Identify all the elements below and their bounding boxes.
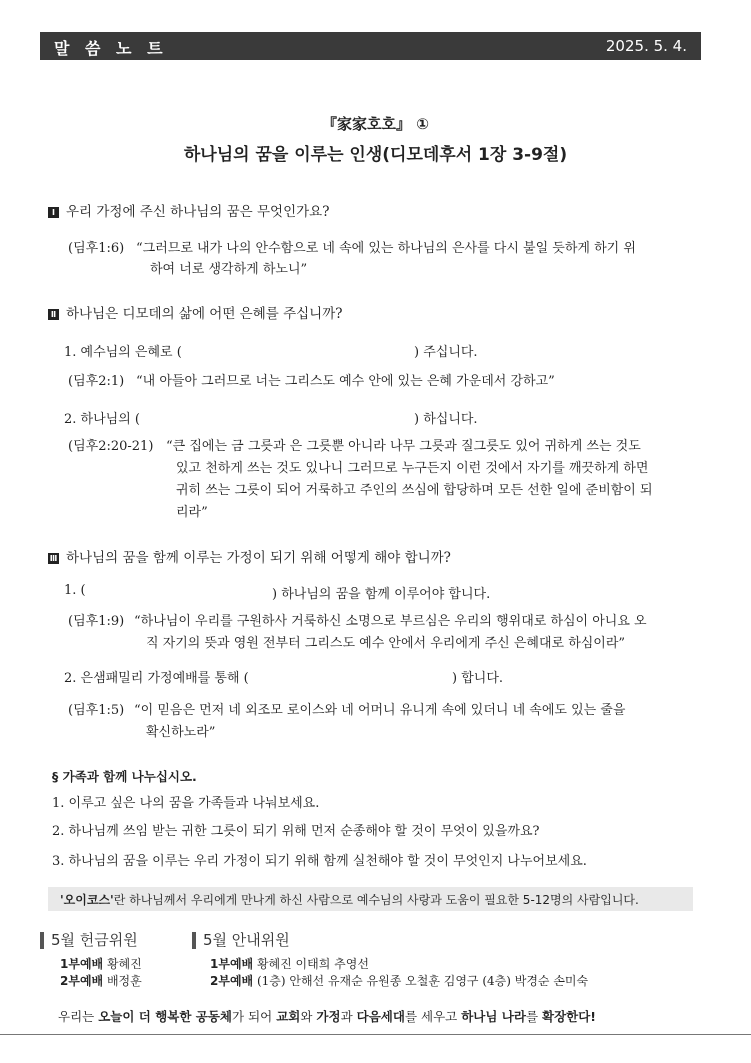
offering-row [60, 972, 142, 989]
question-text: 하나님은 디모데의 삶에 어떤 은혜를 주십니까? [66, 306, 343, 322]
scripture-text: 리라” [176, 505, 208, 520]
motto-text: 와 [300, 1009, 317, 1024]
motto-emphasis: 가정 [316, 1009, 341, 1024]
heading-bar-mark [40, 932, 44, 949]
scripture-ref: (딤후1:5) [68, 703, 125, 718]
member-names: 황혜진 이태희 추영선 [256, 957, 369, 971]
header-date: 2025. 5. 4. [605, 37, 687, 55]
usher-row [210, 955, 369, 972]
fill-in-prefix: 1. ( [64, 583, 86, 598]
scripture-text: 확신하노라” [146, 725, 216, 740]
service-label: 2부예배 [60, 974, 104, 988]
motto-text: 가 되어 [232, 1009, 277, 1024]
service-label: 1부예배 [60, 957, 104, 971]
scripture-text: 귀히 쓰는 그릇이 되어 거룩하고 주인의 쓰심에 합당하며 모든 선한 일에 준비함이 되 [176, 483, 653, 498]
offering-heading-text: 5월 헌금위원 [51, 931, 138, 949]
scripture-text: “그러므로 내가 나의 안수함으로 네 속에 있는 하나님의 은사를 다시 불일 듯하게 하기 위 [136, 241, 636, 256]
motto-text: 과 [340, 1009, 357, 1024]
scripture-text: “하나님이 우리를 구원하사 거룩하신 소명으로 부르심은 우리의 행위대로 하심이 아니요 오 [134, 614, 647, 629]
oikos-term: '오이코스' [60, 893, 114, 907]
section-1-question [48, 200, 329, 220]
service-label: 2부예배 [210, 974, 254, 988]
fill-in-prefix: 2. 하나님의 ( [64, 412, 140, 427]
section-2-question [48, 302, 342, 322]
motto-emphasis: 오늘이 더 행복한 공동체 [98, 1009, 233, 1024]
sermon-title: 하나님의 꿈을 이루는 인생(디모데후서 1장 3-9절) [183, 145, 568, 165]
header-bar [40, 32, 701, 60]
ushers-heading-text: 5월 안내위원 [203, 931, 290, 949]
fill-in-suffix: ) 하나님의 꿈을 함께 이루어야 합니다. [272, 587, 491, 602]
fill-in-prefix: 1. 예수님의 은혜로 ( [64, 345, 182, 360]
offering-row [60, 955, 142, 972]
scripture-ref: (딤후2:1) [68, 374, 125, 389]
scripture-text: 있고 천하게 쓰는 것도 있나니 그러므로 누구든지 이런 것에서 자기를 깨끗하게 하면 [176, 461, 649, 476]
bottom-divider [0, 1034, 751, 1035]
oikos-note [48, 887, 693, 911]
oikos-definition: 란 하나님께서 우리에게 만나게 하신 사람으로 예수님의 사랑과 도움이 필요한 5-12명의 사람입니다. [113, 893, 639, 907]
share-item: 2. 하나님께 쓰임 받는 귀한 그릇이 되기 위해 먼저 순종해야 할 것이 무엇이 있을까요? [52, 824, 540, 839]
service-label: 1부예배 [210, 957, 254, 971]
motto-emphasis: 확장한다! [542, 1009, 597, 1024]
scripture-ref: (딤후1:9) [68, 614, 125, 629]
member-names: 황혜진 [106, 957, 142, 971]
share-heading: § 가족과 함께 나누십시오. [52, 769, 197, 784]
member-names: 배정훈 [106, 974, 142, 988]
motto-text: 우리는 [58, 1009, 99, 1024]
oikos-text [60, 891, 639, 908]
question-text: 우리 가정에 주신 하나님의 꿈은 무엇인가요? [66, 204, 330, 220]
scripture-ref: (딤후2:20-21) [68, 439, 154, 454]
offering-heading [40, 929, 138, 950]
usher-row [210, 972, 588, 989]
scripture-text: 직 자기의 뜻과 영원 전부터 그리스도 예수 안에서 우리에게 주신 은혜대로 하심이라” [146, 636, 626, 651]
heading-bar-mark [192, 932, 196, 949]
scripture-text: “큰 집에는 금 그릇과 은 그릇뿐 아니라 나무 그릇과 질그릇도 있어 귀하게 쓰는 것도 [166, 439, 641, 454]
scripture-text: 하여 너로 생각하게 하노니” [150, 262, 308, 277]
roman-numeral-badge: Ⅲ [49, 554, 58, 563]
fill-in-suffix: ) 주십니다. [414, 345, 478, 360]
member-names: (1층) 안해선 유재순 유원종 오철훈 김영구 (4층) 박경순 손미숙 [256, 974, 589, 988]
scripture-text: “내 아들아 그러므로 너는 그리스도 예수 안에 있는 은혜 가운데서 강하고” [136, 374, 555, 389]
sermon-series: 『家家호호』 ① [322, 115, 429, 133]
share-item: 1. 이루고 싶은 나의 꿈을 가족들과 나눠보세요. [52, 796, 320, 811]
share-item: 3. 하나님의 꿈을 이루는 우리 가정이 되기 위해 함께 실천해야 할 것이 무엇인지 나누어보세요. [52, 854, 587, 869]
fill-in-suffix: ) 하십니다. [414, 412, 478, 427]
fill-in-suffix: ) 합니다. [452, 671, 504, 686]
roman-numeral-badge: Ⅰ [48, 207, 59, 218]
roman-numeral-badge: Ⅱ [48, 309, 59, 320]
motto-emphasis: 교회 [276, 1009, 301, 1024]
motto-text: 를 [525, 1009, 542, 1024]
question-text: 하나님의 꿈을 함께 이루는 가정이 되기 위해 어떻게 해야 합니까? [66, 550, 451, 566]
motto-text: 를 세우고 [404, 1009, 462, 1024]
page-title: 말 씀 노 트 [54, 39, 168, 58]
section-3-question [48, 546, 451, 566]
ushers-heading [192, 929, 290, 950]
motto-emphasis: 다음세대 [356, 1009, 405, 1024]
church-motto [58, 1007, 596, 1025]
motto-emphasis: 하나님 나라 [461, 1009, 526, 1024]
fill-in-prefix: 2. 은샘패밀리 가정예배를 통해 ( [64, 671, 249, 686]
scripture-text: “이 믿음은 먼저 네 외조모 로이스와 네 어머니 유니게 속에 있더니 네 속에도 있는 줄을 [134, 703, 626, 718]
scripture-ref: (딤후1:6) [68, 241, 125, 256]
